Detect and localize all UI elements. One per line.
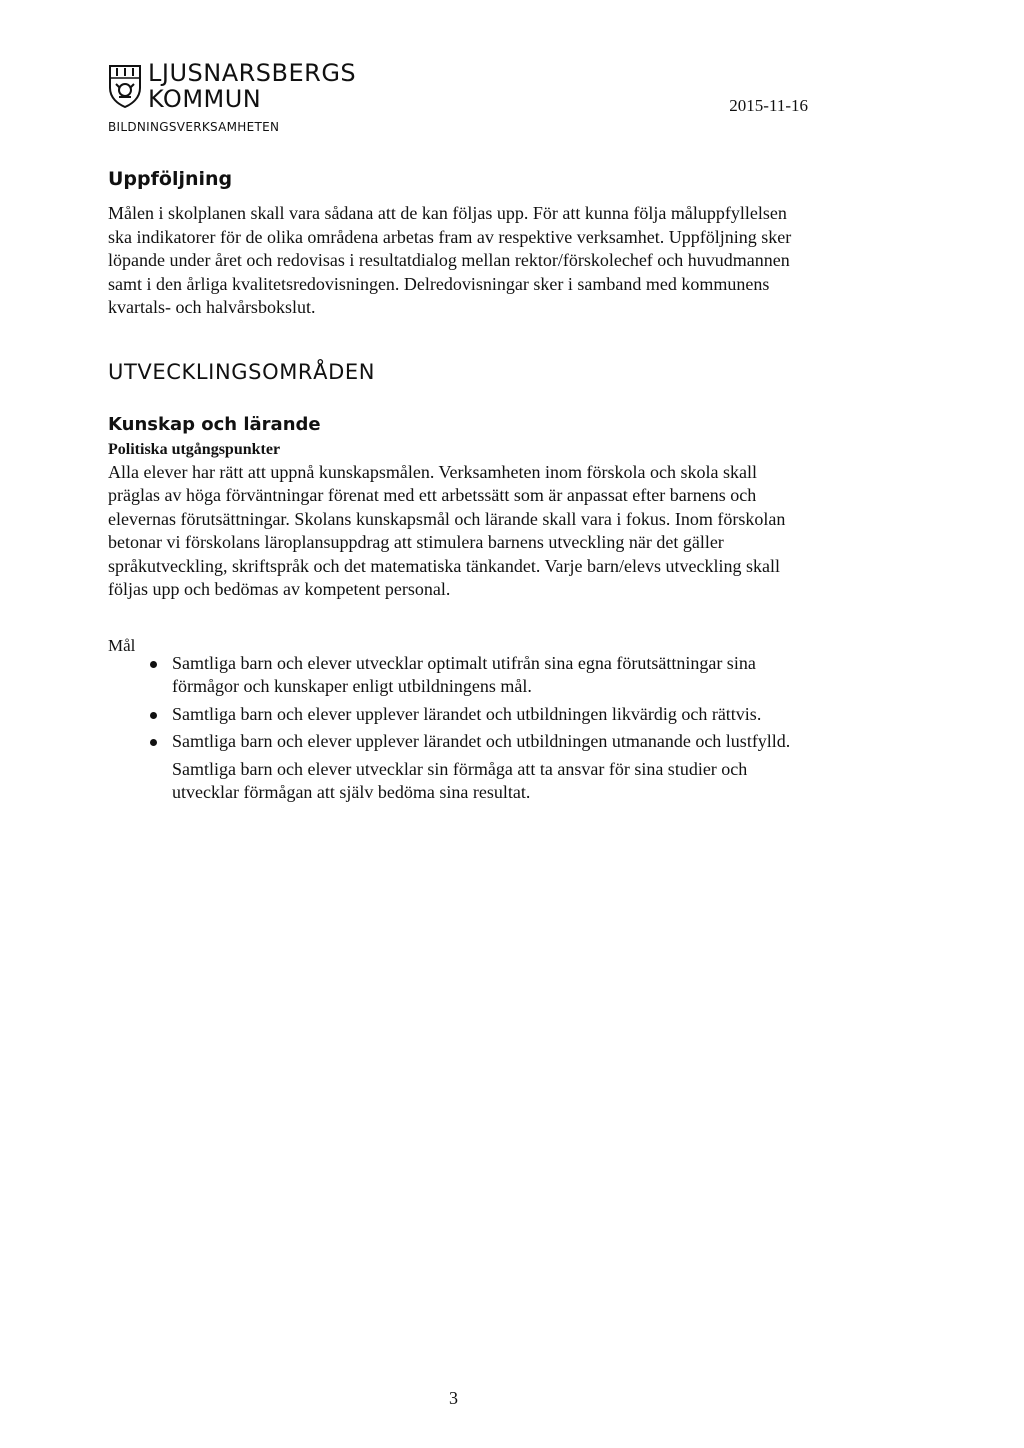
list-item [150, 652, 808, 699]
knowledge-learning-heading: Kunskap och lärande [108, 413, 321, 435]
municipal-crest-icon [108, 64, 142, 108]
bullet-icon [150, 739, 157, 746]
page-number: 3 [449, 1388, 458, 1408]
list-item [150, 758, 808, 805]
political-premises-paragraph: Alla elever har rätt att uppnå kunskapsmålen. Verksamheten inom förskola och skola skall präglas av höga förväntningar förenat med ett arbetssätt som är anpassat efter barnens och elevernas förutsättningar. Skolans kunskapsmål och lärande skall vara i fokus. Inom förskolan betonar vi förskolans läroplansuppdrag att stimulera barnens utveckling när det gäller språkutveckling, skriftspråk och det matematiska tänkandet. Varje barn/elevs utveckling skall följas upp och bedömas av kompetent personal. [108, 461, 786, 599]
list-item [150, 730, 808, 754]
department-name: BILDNINGSVERKSAMHETEN [108, 120, 280, 134]
list-item [150, 703, 808, 727]
followup-heading: Uppföljning [108, 168, 233, 190]
goal-text: Samtliga barn och elever upplever lärandet och utbildningen utmanande och lustfylld. [172, 731, 791, 751]
followup-paragraph: Målen i skolplanen skall vara sådana att de kan följas upp. För att kunna följa måluppfyllelsen ska indikatorer för de olika områdena arbetas fram av respektive verksamhet. Uppföljning sker löpande under året och redovisas i resultatdialog mellan rektor/förskolechef och huvudmannen samt i den årliga kvalitetsredovisningen. Delredovisningar sker i samband med kommunens kvartals- och halvårsbokslut. [108, 203, 792, 317]
org-name-line2: KOMMUN [148, 85, 262, 113]
development-areas-heading: UTVECKLINGSOMRÅDEN [108, 359, 376, 384]
goal-text: Samtliga barn och elever utvecklar optimalt utifrån sina egna förutsättningar sina förmågor och kunskaper enligt utbildningens mål. [172, 652, 756, 696]
bullet-icon [150, 712, 157, 719]
org-name-line1: LJUSNARSBERGS [148, 59, 357, 87]
goals-list [108, 652, 808, 805]
political-premises-heading: Politiska utgångspunkter [108, 440, 281, 458]
document-content [108, 168, 808, 813]
document-date: 2015-11-16 [729, 96, 808, 115]
goal-text: Samtliga barn och elever utvecklar sin förmåga att ta ansvar för sina studier och utvecklar förmågan att själv bedöma sina resultat. [172, 758, 748, 802]
goals-label: Mål [108, 635, 136, 655]
bullet-icon [150, 661, 157, 668]
goal-text: Samtliga barn och elever upplever lärandet och utbildningen likvärdig och rättvis. [172, 703, 762, 724]
